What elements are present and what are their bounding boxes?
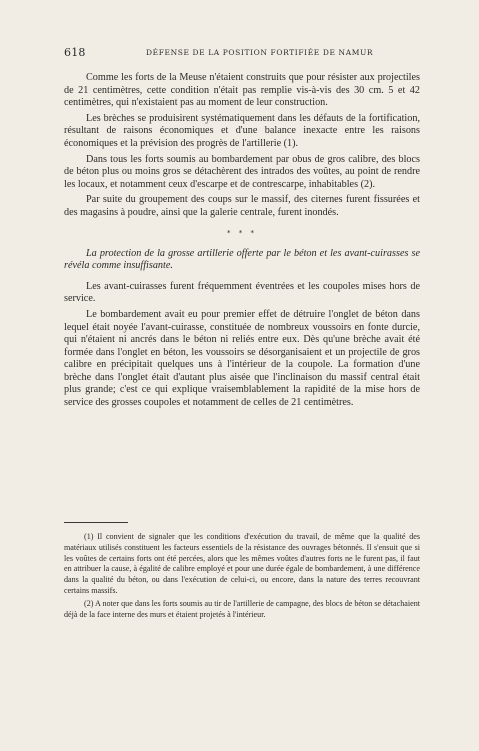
footnote: (1) Il convient de signaler que les conditions d'exécution du travail, de même que la qualité des matériaux utilisés constituent les facteurs essentiels de la résistance des ouvrages bétonnés. Il s'ensuit que si les voûtes de certains forts ont été percées, alors que les mêmes voûtes d'autres forts ne le furent pas, il faut en attribuer la cause, à égalité de calibre employé et pour une durée égale de bombardement, à une différence dans la qualité du béton, ou dans l'exécution de celui-ci, ou encore, dans la nature des terres recouvrant certains massifs.: [64, 532, 420, 595]
section-title: La protection de la grosse artillerie offerte par le béton et les avant-cuirasses se révéla comme insuffisante.: [64, 247, 420, 272]
footnotes: [64, 532, 420, 622]
footnote-divider: [64, 522, 128, 523]
body-text: [64, 72, 420, 413]
paragraph: Comme les forts de la Meuse n'étaient construits que pour résister aux projectiles de 21 centimètres, cette condition n'était pas remplie vis-à-vis des 30 cm. 5 et 42 centimètres, qui n'existaient pas au moment de leur construction.: [64, 72, 420, 109]
running-title: DÉFENSE DE LA POSITION FORTIFIÉE DE NAMUR: [146, 48, 374, 57]
page-header: [64, 46, 419, 60]
paragraph: Les avant-cuirasses furent fréquemment éventrées et les coupoles mises hors de service.: [64, 280, 420, 305]
section-separator: * * *: [227, 228, 257, 237]
paragraph: Le bombardement avait eu pour premier effet de détruire l'onglet de béton dans lequel était noyée l'avant-cuirasse, constituée de nombreux voussoirs en fonte durcie, qui n'étaient ni ancrés dans le béton ni reliés entre eux. Dès qu'une brèche avait été formée dans l'onglet en béton, les voussoirs se désorganisaient et un projectile de gros calibre en précipitait quelques uns à l'intérieur de la coupole. La formation d'une brèche dans l'onglet était d'autant plus aisée que l'inclinaison du massif central était plus grande; c'est ce qui explique vraisemblablement la rapidité de la mise hors de service des grosses coupoles et notamment de celles de 21 centimètres.: [64, 308, 420, 409]
footnote: (2) A noter que dans les forts soumis au tir de l'artillerie de campagne, des blocs de béton se détachaient déjà de la face interne des murs et étaient projetés à l'intérieur.: [64, 598, 420, 619]
page-number: 618: [64, 46, 86, 59]
paragraph: Dans tous les forts soumis au bombardement par obus de gros calibre, des blocs de béton plus ou moins gros se détachèrent des intrados des voûtes, au point de rendre les locaux, et notamment ceux d'escarpe et de contrescarpe, inhabitables (2).: [64, 153, 420, 190]
paragraph: Par suite du groupement des coups sur le massif, des citernes furent fissurées et des magasins à poudre, ainsi que la galerie centrale, furent inondés.: [64, 194, 420, 218]
paragraph: Les brèches se produisirent systématiquement dans les défauts de la fortification, résultant de raisons économiques et d'une balance inexacte entre les raisons économiques et la prévision des progrès de l'artillerie (1).: [64, 112, 420, 149]
